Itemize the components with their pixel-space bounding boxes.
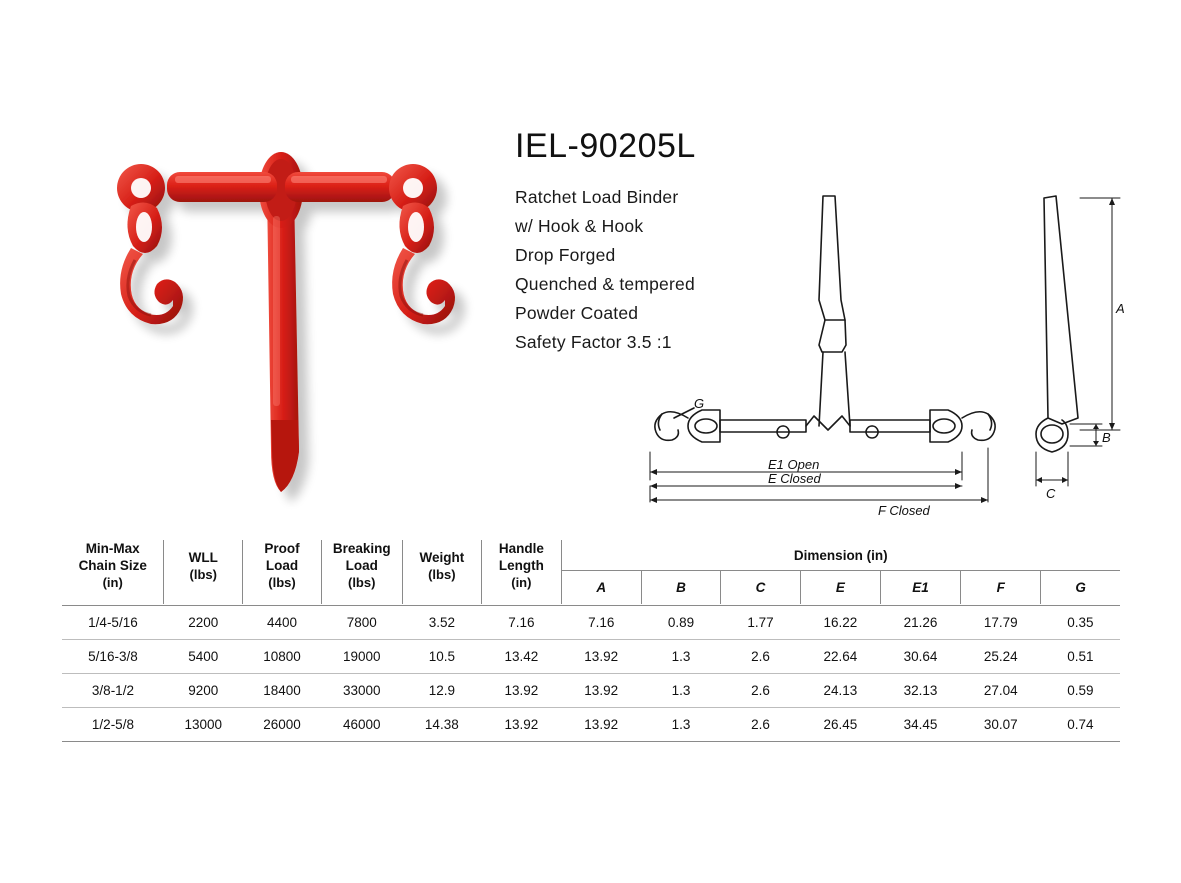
cell-dim-g: 0.74 (1041, 708, 1120, 742)
cell-dim-a: 13.92 (561, 708, 641, 742)
cell-dim-b: 1.3 (641, 708, 720, 742)
drawing-label-e-closed: E Closed (768, 471, 821, 486)
cell-dim-b: 1.3 (641, 674, 720, 708)
cell-proof-load: 26000 (243, 708, 322, 742)
cell-proof-load: 18400 (243, 674, 322, 708)
header-handle-length-line1: Handle (498, 541, 544, 556)
cell-proof-load: 10800 (243, 640, 322, 674)
header-proof-load-line1: Proof (264, 541, 300, 556)
drawing-label-f-closed: F Closed (878, 503, 930, 518)
header-weight (402, 540, 482, 604)
cell-dim-a: 7.16 (561, 606, 641, 640)
header-dim-b: B (641, 571, 720, 605)
spec-table-body (62, 606, 1120, 742)
cell-dim-g: 0.51 (1041, 640, 1120, 674)
header-proof-load (243, 540, 322, 604)
cell-dim-c: 2.6 (721, 708, 800, 742)
cell-breaking-load: 19000 (321, 640, 402, 674)
table-row (62, 674, 1120, 708)
spec-line-6: Safety Factor 3.5 :1 (515, 332, 672, 353)
cell-chain-size: 1/2-5/8 (62, 708, 164, 742)
header-wll-unit: (lbs) (189, 566, 217, 582)
header-handle-length (482, 540, 562, 604)
table-row (62, 606, 1120, 640)
cell-chain-size: 5/16-3/8 (62, 640, 164, 674)
cell-dim-f: 25.24 (961, 640, 1041, 674)
cell-wll: 2200 (164, 606, 243, 640)
cell-handle-length: 7.16 (482, 606, 562, 640)
cell-wll: 9200 (164, 674, 243, 708)
cell-dim-a: 13.92 (561, 674, 641, 708)
spec-line-3: Drop Forged (515, 245, 616, 266)
cell-weight: 10.5 (402, 640, 482, 674)
drawing-label-b: B (1102, 430, 1111, 445)
cell-dim-b: 0.89 (641, 606, 720, 640)
header-chain-size-line2: Chain Size (78, 558, 147, 573)
header-dim-e: E (800, 571, 880, 605)
drawing-label-a: A (1116, 301, 1125, 316)
header-wll-line1: WLL (188, 549, 218, 565)
header-handle-length-unit: (in) (511, 575, 532, 590)
cell-dim-e: 16.22 (800, 606, 880, 640)
spec-table-head (62, 540, 1120, 606)
cell-wll: 5400 (164, 640, 243, 674)
drawing-label-e1-open: E1 Open (768, 457, 820, 472)
cell-chain-size: 1/4-5/16 (62, 606, 164, 640)
cell-dim-c: 2.6 (721, 640, 800, 674)
cell-dim-f: 27.04 (961, 674, 1041, 708)
drawing-label-g: G (694, 396, 705, 411)
cell-dim-e: 24.13 (800, 674, 880, 708)
header-dim-a: A (561, 571, 641, 605)
header-dim-g: G (1075, 580, 1086, 595)
cell-dim-g: 0.59 (1041, 674, 1120, 708)
cell-weight: 3.52 (402, 606, 482, 640)
header-chain-size-line1: Min-Max (85, 541, 140, 556)
header-dimension-group: Dimension (in) (561, 540, 1120, 571)
cell-dim-e1: 32.13 (880, 674, 960, 708)
spec-line-1: Ratchet Load Binder (515, 187, 679, 208)
technical-drawings (610, 180, 1160, 520)
binder-illustration (117, 152, 455, 492)
table-header-row-titles (62, 540, 1120, 571)
table-row (62, 640, 1120, 674)
header-proof-load-line2: Load (265, 558, 299, 573)
header-breaking-load-line2: Load (345, 558, 378, 573)
cell-dim-e1: 21.26 (880, 606, 960, 640)
cell-dim-e: 26.45 (800, 708, 880, 742)
cell-dim-f: 17.79 (961, 606, 1041, 640)
header-proof-load-unit: (lbs) (268, 575, 296, 590)
header-chain-size (62, 540, 164, 604)
header-wll (164, 540, 243, 604)
drawing-side-view (650, 196, 995, 503)
cell-weight: 12.9 (402, 674, 482, 708)
cell-wll: 13000 (164, 708, 243, 742)
spec-table (62, 540, 1120, 742)
page-title: IEL-90205L (515, 127, 696, 165)
cell-dim-e1: 34.45 (880, 708, 960, 742)
cell-breaking-load: 46000 (321, 708, 402, 742)
cell-weight: 14.38 (402, 708, 482, 742)
drawing-label-c: C (1046, 486, 1056, 501)
cell-dim-b: 1.3 (641, 640, 720, 674)
cell-dim-a: 13.92 (561, 640, 641, 674)
header-weight-line1: Weight (419, 549, 465, 565)
header-breaking-load-line1: Breaking (332, 541, 391, 556)
cell-breaking-load: 33000 (321, 674, 402, 708)
cell-dim-g: 0.35 (1041, 606, 1120, 640)
header-breaking-load-unit: (lbs) (347, 575, 376, 590)
product-photo (95, 120, 495, 510)
spec-table-container (62, 540, 1120, 742)
header-dim-c: C (721, 571, 800, 605)
cell-dim-f: 30.07 (961, 708, 1041, 742)
cell-dim-c: 1.77 (721, 606, 800, 640)
cell-chain-size: 3/8-1/2 (62, 674, 164, 708)
cell-handle-length: 13.92 (482, 674, 562, 708)
table-row (62, 708, 1120, 742)
cell-breaking-load: 7800 (321, 606, 402, 640)
cell-dim-e: 22.64 (800, 640, 880, 674)
cell-proof-load: 4400 (243, 606, 322, 640)
cell-dim-e1: 30.64 (880, 640, 960, 674)
spec-line-5: Powder Coated (515, 303, 639, 324)
header-breaking-load (321, 540, 402, 604)
header-chain-size-unit: (in) (102, 575, 123, 590)
header-dim-e1: E1 (880, 571, 960, 605)
header-handle-length-line2: Length (498, 558, 544, 573)
cell-handle-length: 13.42 (482, 640, 562, 674)
cell-handle-length: 13.92 (482, 708, 562, 742)
header-dim-f: F (961, 571, 1041, 605)
cell-dim-c: 2.6 (721, 674, 800, 708)
spec-line-2: w/ Hook & Hook (515, 216, 644, 237)
spec-line-4: Quenched & tempered (515, 274, 695, 295)
header-weight-unit: (lbs) (428, 566, 456, 582)
